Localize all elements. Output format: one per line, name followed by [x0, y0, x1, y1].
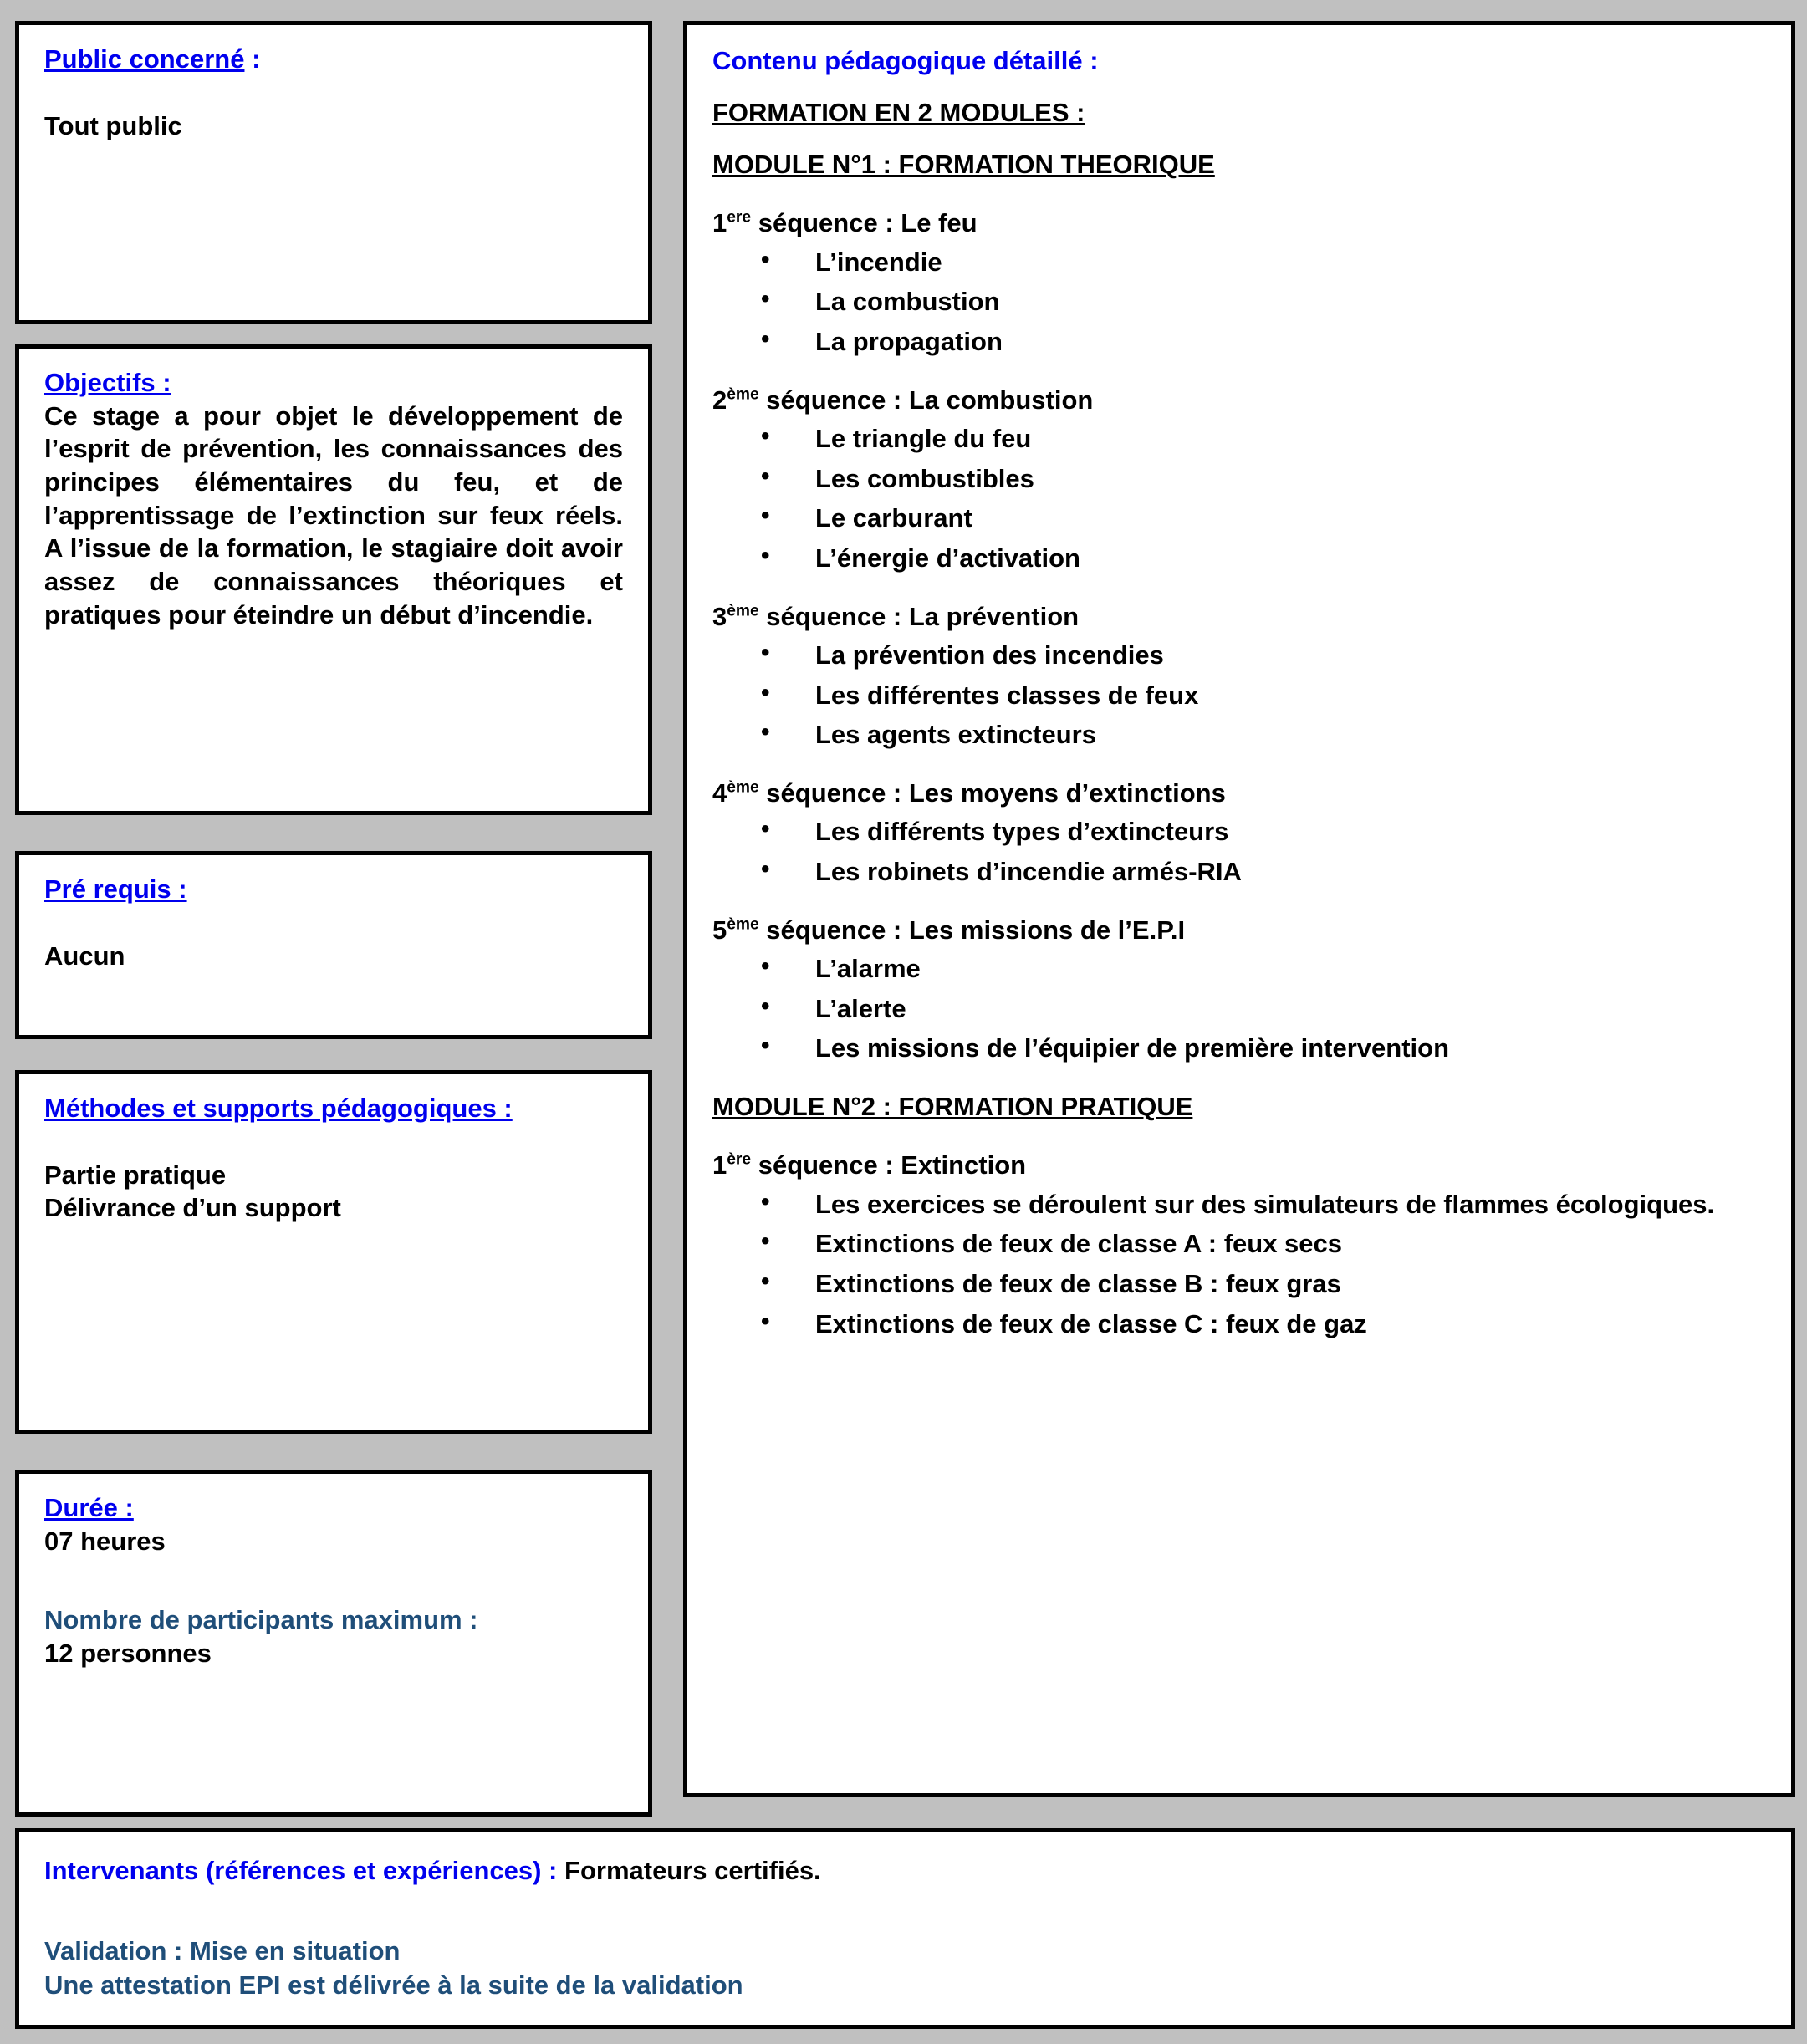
list-item: • Les missions de l’équipier de première intervention — [712, 1032, 1768, 1065]
intervenants-label: Intervenants (références et expériences) : — [44, 1856, 558, 1885]
module-1-title-wrap — [712, 148, 1768, 181]
module-2-title-wrap — [712, 1090, 1768, 1124]
spacer — [44, 1888, 1766, 1934]
list-item: • Le triangle du feu — [712, 422, 1768, 456]
pre-requis-body: Aucun — [44, 940, 125, 971]
intervenants-line — [44, 1854, 1766, 1888]
pre-requis-heading-text: Pré requis : — [44, 874, 187, 904]
sequence-2-1-heading — [712, 1149, 1768, 1182]
duree-heading — [44, 1492, 623, 1525]
section-pre-requis — [15, 851, 652, 1039]
sequence-1-1-list — [712, 246, 1768, 359]
section-contenu-pedagogique — [683, 21, 1795, 1797]
sequence-1-1-heading — [712, 206, 1768, 240]
sequence-ordinal: ème — [727, 385, 759, 404]
duree-value: 07 heures — [44, 1526, 166, 1556]
sequence-ordinal: ème — [727, 778, 759, 797]
sequence-number: 4 — [712, 777, 727, 808]
public-concerne-heading — [44, 43, 623, 76]
section-duree — [15, 1470, 652, 1817]
methodes-heading — [44, 1093, 623, 1125]
section-public-concerne — [15, 21, 652, 324]
formation-title: FORMATION EN 2 MODULES : — [712, 97, 1085, 127]
public-concerne-body: Tout public — [44, 110, 182, 140]
contenu-heading: Contenu pédagogique détaillé : — [712, 46, 1099, 75]
list-item: • Les différentes classes de feux — [712, 679, 1768, 712]
list-item: • Les combustibles — [712, 462, 1768, 496]
sequence-ordinal: ème — [727, 915, 759, 934]
list-item: • Extinctions de feux de classe C : feux de gaz — [712, 1307, 1768, 1341]
sequence-2-1-list — [712, 1188, 1768, 1341]
sequence-1-5-list — [712, 952, 1768, 1065]
sequence-number: 3 — [712, 601, 727, 631]
list-item: • Le carburant — [712, 502, 1768, 535]
public-concerne-heading-colon: : — [244, 44, 261, 74]
sequence-number: 1 — [712, 1150, 727, 1180]
module-1-title: MODULE N°1 : FORMATION THEORIQUE — [712, 150, 1215, 180]
sequence-1-5-heading — [712, 914, 1768, 947]
sequence-block-1-4 — [712, 777, 1768, 889]
list-item: • Les exercices se déroulent sur des simulateurs de flammes écologiques. — [712, 1188, 1768, 1221]
section-methodes-supports — [15, 1070, 652, 1434]
list-item: • Extinctions de feux de classe B : feux gras — [712, 1267, 1768, 1301]
sequence-1-4-heading — [712, 777, 1768, 810]
sequence-block-1-2 — [712, 384, 1768, 575]
list-item: • La combustion — [712, 285, 1768, 319]
sequence-number: 2 — [712, 385, 727, 415]
methodes-body-line-2: Délivrance d’un support — [44, 1193, 341, 1223]
sequence-number: 5 — [712, 915, 727, 945]
sequence-1-4-list — [712, 815, 1768, 888]
objectifs-heading-text: Objectifs : — [44, 368, 171, 397]
objectifs-heading — [44, 367, 623, 400]
sequence-block-1-1 — [712, 206, 1768, 358]
section-objectifs — [15, 344, 652, 815]
sequence-label: séquence : La prévention — [758, 601, 1080, 631]
sequence-number: 1 — [712, 208, 727, 238]
pre-requis-heading — [44, 874, 623, 906]
sequence-ordinal: ere — [727, 209, 752, 227]
module-2-title: MODULE N°2 : FORMATION PRATIQUE — [712, 1091, 1193, 1121]
sequence-label: séquence : La combustion — [758, 385, 1094, 415]
sequence-label: séquence : Les moyens d’extinctions — [758, 777, 1226, 808]
spacer — [44, 906, 623, 940]
intervenants-value: Formateurs certifiés. — [557, 1856, 821, 1885]
sequence-block-2-1 — [712, 1149, 1768, 1340]
sequence-label: séquence : Les missions de l’E.P.I — [758, 915, 1186, 945]
section-footer — [15, 1828, 1795, 2029]
spacer — [44, 76, 623, 110]
sequence-block-1-3 — [712, 600, 1768, 752]
list-item: • Les agents extincteurs — [712, 718, 1768, 752]
public-concerne-heading-text: Public concerné — [44, 44, 245, 74]
sequence-1-3-heading — [712, 600, 1768, 634]
spacer — [712, 78, 1768, 96]
sequence-ordinal: ème — [727, 602, 759, 620]
validation-line: Validation : Mise en situation — [44, 1936, 401, 1966]
sequence-ordinal: ère — [727, 1150, 752, 1169]
participants-value: 12 personnes — [44, 1639, 212, 1669]
objectifs-body: Ce stage a pour objet le développement de l’esprit de prévention, les connaissances des principes élémentaires du feu, et de l’apprentissage de l’extinction sur feux réels. A l’issue de la formation, le stagiaire doit avoir assez de connaissances théoriques et pratiques pour éteindre un début d’incendie. — [44, 400, 623, 630]
duree-heading-text: Durée : — [44, 1493, 134, 1522]
list-item: • La propagation — [712, 325, 1768, 359]
list-item: • Les robinets d’incendie armés-RIA — [712, 855, 1768, 889]
list-item: • La prévention des incendies — [712, 639, 1768, 672]
sequence-1-2-list — [712, 422, 1768, 575]
methodes-body-line-1: Partie pratique — [44, 1160, 227, 1190]
list-item: • Les différents types d’extincteurs — [712, 815, 1768, 849]
sequence-1-3-list — [712, 639, 1768, 752]
sequence-block-1-5 — [712, 914, 1768, 1065]
spacer — [44, 1125, 623, 1159]
list-item: • L’énergie d’activation — [712, 542, 1768, 575]
list-item: • L’alarme — [712, 952, 1768, 986]
formation-title-wrap — [712, 96, 1768, 130]
list-item: • L’alerte — [712, 992, 1768, 1026]
list-item: • Extinctions de feux de classe A : feux secs — [712, 1227, 1768, 1261]
attestation-line: Une attestation EPI est délivrée à la suite de la validation — [44, 1970, 743, 2000]
sequence-1-2-heading — [712, 384, 1768, 417]
list-item: • L’incendie — [712, 246, 1768, 279]
sequence-label: séquence : Le feu — [751, 208, 978, 238]
spacer — [712, 130, 1768, 148]
sequence-label: séquence : Extinction — [751, 1150, 1027, 1180]
methodes-heading-text: Méthodes et supports pédagogiques : — [44, 1093, 513, 1123]
spacer — [44, 1557, 623, 1604]
participants-heading: Nombre de participants maximum : — [44, 1605, 478, 1635]
